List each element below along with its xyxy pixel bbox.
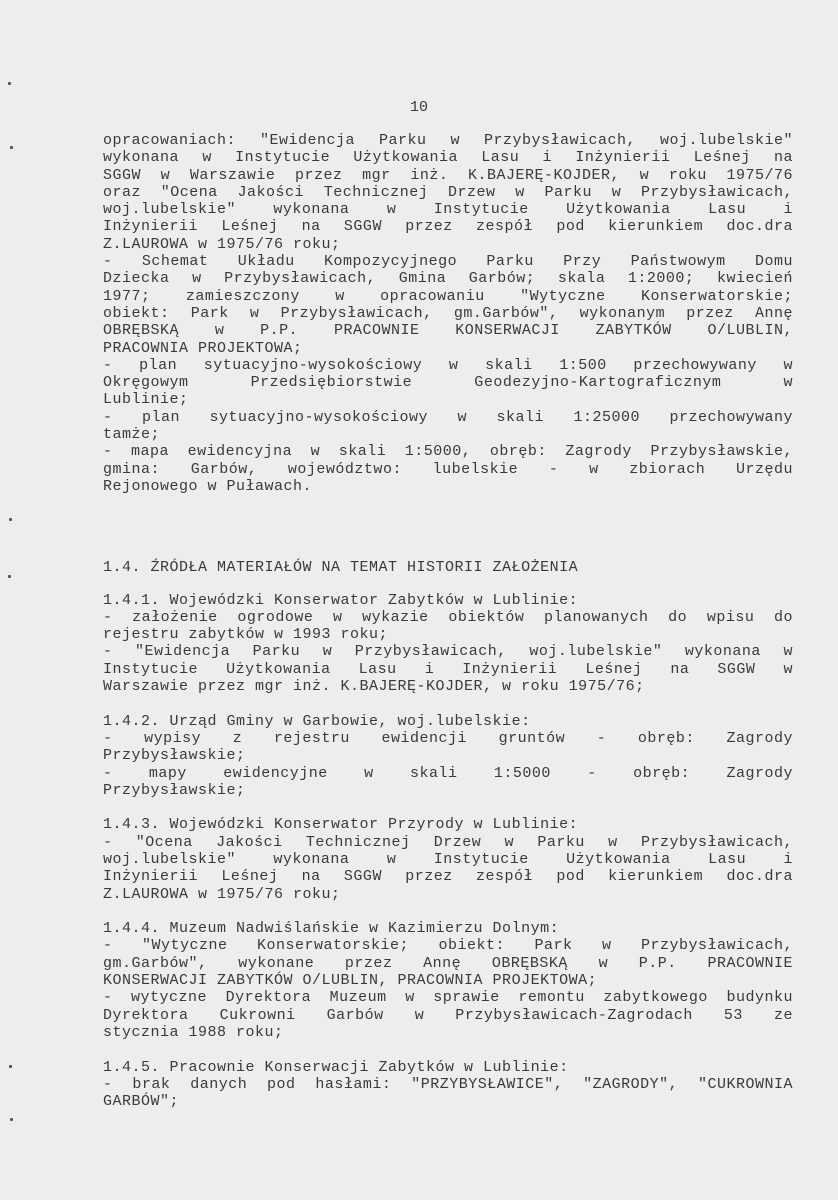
scan-speck bbox=[8, 575, 11, 578]
text-line: Inżynierii Leśnej na SGGW przez zespół pod kierunkiem doc.dra bbox=[103, 868, 793, 886]
text-line: 1977; zamieszczony w opracowaniu "Wytyczne Konserwatorskie; bbox=[103, 287, 793, 305]
text-line: Inżynierii Leśnej na SGGW przez zespół pod kierunkiem doc.dra bbox=[103, 218, 793, 236]
scan-speck bbox=[9, 518, 12, 521]
text-line: - wypisy z rejestru ewidencji gruntów - obręb: Zagrody bbox=[103, 729, 793, 747]
text-line: tamże; bbox=[103, 426, 161, 444]
intro-paragraphs bbox=[103, 132, 793, 495]
text-line: - założenie ogrodowe w wykazie obiektów planowanych do wpisu do bbox=[103, 608, 793, 626]
text-line: Dziecka w Przybysławicach, Gmina Garbów; skala 1:2000; kwiecień bbox=[103, 270, 793, 288]
text-line: Lublinie; bbox=[103, 391, 189, 409]
text-line: Instytucie Użytkowania Lasu i Inżynierii Leśnej na SGGW w bbox=[103, 660, 793, 678]
section-1-4-2 bbox=[103, 713, 793, 799]
text-line: - plan sytuacyjno-wysokościowy w skali 1:500 przechowywany w bbox=[103, 356, 793, 374]
text-line: - plan sytuacyjno-wysokościowy w skali 1:25000 przechowywany bbox=[103, 408, 793, 426]
section-1-4-3 bbox=[103, 816, 793, 902]
text-line: - "Ewidencja Parku w Przybysławicach, woj.lubelskie" wykonana w bbox=[103, 643, 793, 661]
text-line: obiekt: Park w Przybysławicach, gm.Garbów", wykonanym przez Annę bbox=[103, 304, 793, 322]
section-1-4-4 bbox=[103, 920, 793, 1041]
text-line: GARBÓW"; bbox=[103, 1093, 180, 1111]
text-line: SGGW w Warszawie przez mgr inż. K.BAJERĘ-KOJDER, w roku 1975/76 bbox=[103, 166, 793, 184]
text-line: Warszawie przez mgr inż. K.BAJERĘ-KOJDER, w roku 1975/76; bbox=[103, 678, 645, 696]
text-line: Z.LAUROWA w 1975/76 roku; bbox=[103, 885, 341, 903]
scan-speck bbox=[10, 1118, 13, 1121]
text-line: - brak danych pod hasłami: "PRZYBYSŁAWICE", "ZAGRODY", "CUKROWNIA bbox=[103, 1075, 793, 1093]
text-line: gmina: Garbów, województwo: lubelskie - w zbiorach Urzędu bbox=[103, 460, 793, 478]
text-line: rejestru zabytków w 1993 roku; bbox=[103, 626, 389, 644]
document-body bbox=[103, 132, 793, 1110]
text-line: wykonana w Instytucie Użytkowania Lasu i Inżynierii Leśnej na bbox=[103, 149, 793, 167]
text-line: - "Wytyczne Konserwatorskie; obiekt: Park w Przybysławicach, bbox=[103, 937, 793, 955]
text-line: 1.4.1. Wojewódzki Konserwator Zabytków w Lublinie: bbox=[103, 591, 579, 609]
text-line: Dyrektora Cukrowni Garbów w Przybysławicach-Zagrodach 53 ze bbox=[103, 1006, 793, 1024]
text-line: woj.lubelskie" wykonana w Instytucie Użytkowania Lasu i bbox=[103, 201, 793, 219]
text-line: KONSERWACJI ZABYTKÓW O/LUBLIN, PRACOWNIA PROJEKTOWA; bbox=[103, 972, 598, 990]
heading-text: 1.4. ŹRÓDŁA MATERIAŁÓW NA TEMAT HISTORII ZAŁOŻENIA bbox=[103, 559, 579, 577]
text-line: 1.4.2. Urząd Gminy w Garbowie, woj.lubelskie: bbox=[103, 712, 531, 730]
text-line: - wytyczne Dyrektora Muzeum w sprawie remontu zabytkowego budynku bbox=[103, 989, 793, 1007]
scan-speck bbox=[9, 1065, 12, 1068]
text-line: OBRĘBSKĄ w P.P. PRACOWNIE KONSERWACJI ZABYTKÓW O/LUBLIN, bbox=[103, 322, 793, 340]
text-line: PRACOWNIA PROJEKTOWA; bbox=[103, 339, 303, 357]
text-line: Przybysławskie; bbox=[103, 747, 246, 765]
section-1-4-5 bbox=[103, 1059, 793, 1111]
text-line: stycznia 1988 roku; bbox=[103, 1023, 284, 1041]
text-line: - Schemat Układu Kompozycyjnego Parku Przy Państwowym Domu bbox=[103, 253, 793, 271]
text-line: 1.4.3. Wojewódzki Konserwator Przyrody w Lublinie: bbox=[103, 816, 579, 834]
scan-speck bbox=[8, 82, 11, 85]
text-line: 1.4.4. Muzeum Nadwiślańskie w Kazimierzu Dolnym: bbox=[103, 920, 560, 938]
text-line: gm.Garbów", wykonane przez Annę OBRĘBSKĄ w P.P. PRACOWNIE bbox=[103, 954, 793, 972]
text-line: Przybysławskie; bbox=[103, 781, 246, 799]
text-line: - mapa ewidencyjna w skali 1:5000, obręb: Zagrody Przybysławskie, bbox=[103, 443, 793, 461]
text-line: - "Ocena Jakości Technicznej Drzew w Parku w Przybysławicach, bbox=[103, 833, 793, 851]
text-line: oraz "Ocena Jakości Technicznej Drzew w Parku w Przybysławicach, bbox=[103, 183, 793, 201]
section-1-4-1 bbox=[103, 592, 793, 696]
text-line: - mapy ewidencyjne w skali 1:5000 - obręb: Zagrody bbox=[103, 764, 793, 782]
text-line: Z.LAUROWA w 1975/76 roku; bbox=[103, 235, 341, 253]
text-line: woj.lubelskie" wykonana w Instytucie Użytkowania Lasu i bbox=[103, 850, 793, 868]
scan-speck bbox=[10, 146, 13, 149]
text-line: opracowaniach: "Ewidencja Parku w Przybysławicach, woj.lubelskie" bbox=[103, 132, 793, 149]
text-line: Okręgowym Przedsiębiorstwie Geodezyjno-Kartograficznym w bbox=[103, 374, 793, 392]
text-line: 1.4.5. Pracownie Konserwacji Zabytków w Lublinie: bbox=[103, 1058, 569, 1076]
section-heading bbox=[103, 559, 793, 576]
text-line: Rejonowego w Puławach. bbox=[103, 477, 313, 495]
page-number: 10 bbox=[410, 99, 429, 116]
